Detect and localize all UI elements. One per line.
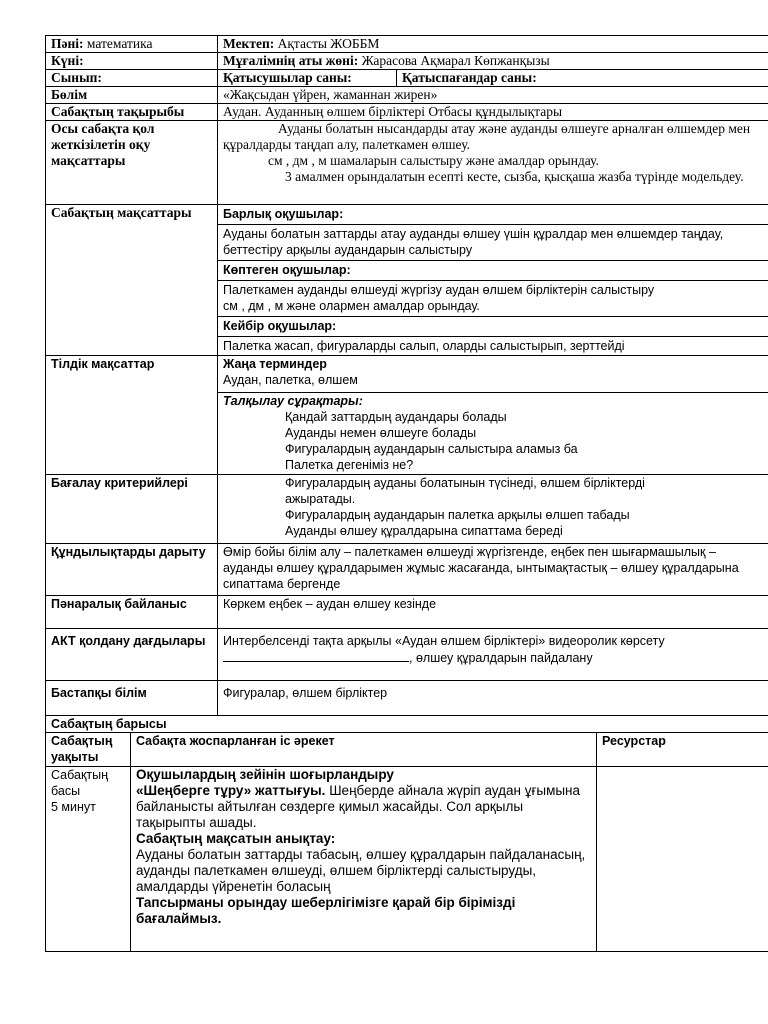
- absent-label: Қатыспағандар саны:: [397, 70, 768, 87]
- subject-label: Пәні:: [51, 36, 84, 51]
- questions-cell: [218, 393, 768, 475]
- stage-cell: [46, 767, 131, 952]
- ict-text-1: Интербелсенді тақта арқылы «Аудан өлшем бірліктері» видеоролик көрсету: [223, 634, 665, 648]
- teacher-label: Мұғалімнің аты жөні:: [223, 53, 359, 68]
- objective-line-2: см , дм , м шамаларын салыстыру және амалдар орындау.: [268, 153, 599, 168]
- exercise-paragraph: [136, 783, 591, 831]
- values-text: Өмір бойы білім алу – палеткамен өлшеуді жүргізгенде, еңбек пен шығармашылық – ауданды өлшеу құралдарымен жұмыс жасағанда, ынтымақтастық – өлшеу құралдарына сипаттама бергенде: [218, 544, 768, 596]
- objective-line-1: Ауданы болатын нысандарды атау және ауданды өлшеуге арналған өлшемдер мен құралдарды таңдап алу, палеткамен өлшеу.: [223, 121, 751, 152]
- terms-label: Жаңа терминдер: [223, 357, 327, 371]
- topic-value: Аудан. Ауданның өлшем бірліктері Отбасы құндылықтары: [218, 104, 768, 121]
- assessment-label: Бағалау критерийлері: [46, 475, 218, 544]
- topic-label: Сабақтың тақырыбы: [46, 104, 218, 121]
- class-label: Сынып:: [46, 70, 218, 87]
- task-text: Тапсырманы орындау шеберлігімізге қарай бір бірімізді бағалаймыз.: [136, 895, 516, 926]
- goal-title: Сабақтың мақсатын анықтау:: [136, 831, 336, 846]
- col-resources-header: Ресурстар: [597, 733, 768, 767]
- col-activity-header: Сабақта жоспарланған іс әрекет: [131, 733, 597, 767]
- lesson-plan-table: [45, 35, 768, 952]
- school-value: Ақтасты ЖОББМ: [277, 36, 380, 51]
- goal-text: Ауданы болатын заттарды табасың, өлшеу құралдарын пайдаланасың, ауданды палеткамен өлшеуді, өлшем бірліктерді салыстыруды, амалдарды үйренетін боласың: [136, 847, 586, 894]
- assessment-line-4: Ауданды өлшеу құралдарына сипаттама береді: [285, 524, 563, 538]
- questions-label: Талқылау сұрақтары:: [223, 394, 363, 408]
- focus-title: Оқушылардың зейінін шоғырландыру: [136, 767, 394, 782]
- date-label: Күні:: [46, 53, 218, 70]
- lesson-plan-page: [45, 35, 768, 952]
- question-item: Ауданды немен өлшеуге болады: [285, 426, 477, 440]
- many-students-text-1: Палеткамен ауданды өлшеуді жүргізу аудан өлшем бірліктерін салыстыру: [223, 283, 655, 297]
- resources-cell: [597, 767, 768, 952]
- language-label: Тілдік мақсаттар: [46, 356, 218, 475]
- school-cell: [218, 36, 768, 53]
- cross-text: Көркем еңбек – аудан өлшеу кезінде: [218, 596, 768, 629]
- ict-cell: [218, 629, 768, 681]
- some-students-text: Палетка жасап, фигураларды салып, оларды салыстырып, зерттейді: [218, 337, 768, 356]
- question-item: Қандай заттардың аудандары болады: [285, 410, 507, 424]
- objective-line-3: 3 амалмен орындалатын есепті кесте, сызба, қысқаша жазба түрінде модельдеу.: [285, 169, 744, 184]
- prior-label: Бастапқы білім: [46, 681, 218, 716]
- values-label: Құндылықтарды дарыту: [46, 544, 218, 596]
- cross-label: Пәнаралық байланыс: [46, 596, 218, 629]
- terms-text: Аудан, палетка, өлшем: [223, 373, 358, 387]
- many-students-cell: [218, 281, 768, 317]
- school-label: Мектеп:: [223, 36, 275, 51]
- section-value: «Жақсыдан үйрен, жаманнан жирен»: [218, 87, 768, 104]
- teacher-cell: [218, 53, 768, 70]
- question-item: Фигуралардың аудандарын салыстыра аламыз ба: [285, 442, 578, 456]
- section-label: Бөлім: [46, 87, 218, 104]
- assessment-line-2: ажыратады.: [285, 492, 356, 506]
- many-students-text-2: см , дм , м және олармен амалдар орындау.: [223, 299, 480, 313]
- assessment-cell: [218, 475, 768, 544]
- prior-text: Фигуралар, өлшем бірліктер: [218, 681, 768, 716]
- ict-text-2-row: [223, 649, 764, 666]
- col-time-header: Сабақтың уақыты: [46, 733, 131, 767]
- all-students-text: Ауданы болатын заттарды атау ауданды өлшеу үшін құралдар мен өлшемдер таңдау, беттестіру арқылы аудандарын салыстыру: [218, 225, 768, 261]
- ict-text-2: , өлшеу құралдарын пайдалану: [409, 651, 593, 665]
- stage-name: Сабақтың басы: [51, 768, 109, 798]
- question-item: Палетка дегеніміз не?: [285, 458, 414, 472]
- teacher-value: Жарасова Ақмарал Көпжанқызы: [361, 53, 550, 68]
- progress-title: Сабақтың барысы: [46, 716, 768, 733]
- objectives-cell: [218, 121, 768, 205]
- stage-time: 5 минут: [51, 800, 96, 814]
- present-label: Қатысушылар саны:: [218, 70, 397, 87]
- subject-value: математика: [86, 36, 153, 51]
- ict-label: АКТ қолдану дағдылары: [46, 629, 218, 681]
- terms-cell: [218, 356, 768, 393]
- many-students-label: Көптеген оқушылар:: [218, 261, 768, 281]
- activity-cell: [131, 767, 597, 952]
- exercise-name: «Шеңберге тұру» жаттығуы.: [136, 783, 326, 798]
- objectives-label: Осы сабақта қол жеткізілетін оқу мақсаттары: [46, 121, 218, 205]
- all-students-label: Барлық оқушылар:: [218, 205, 768, 225]
- lesson-goals-label: Сабақтың мақсаттары: [46, 205, 218, 356]
- assessment-line-1: Фигуралардың ауданы болатынын түсінеді, өлшем бірліктерді: [285, 476, 645, 490]
- some-students-label: Кейбір оқушылар:: [218, 317, 768, 337]
- blank-underline: [223, 649, 409, 662]
- exercise-text: Шеңберде айнала жүріп аудан ұғымына байланысты айтылған сөздерге қимыл жасайды. Сол арқылы тақырыпты ашады.: [136, 783, 581, 830]
- assessment-line-3: Фигуралардың аудандарын палетка арқылы өлшеп табады: [285, 508, 630, 522]
- subject-cell: [46, 36, 218, 53]
